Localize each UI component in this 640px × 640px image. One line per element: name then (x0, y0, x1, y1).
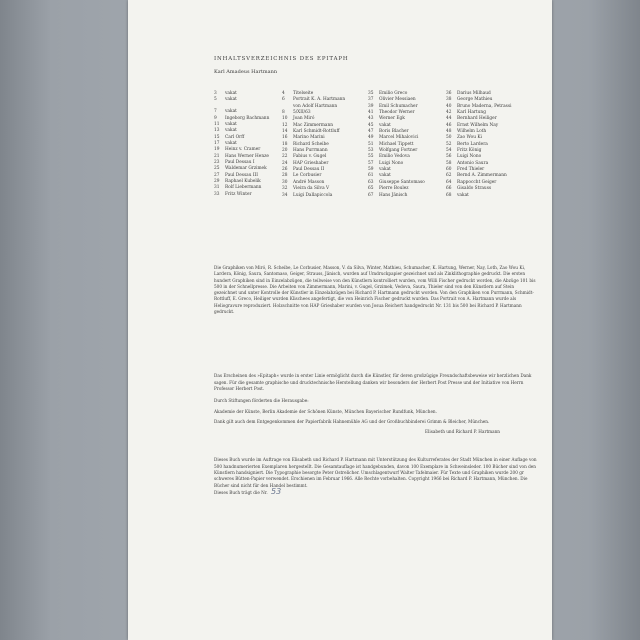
toc-entry-title: Raphael Kubelik (225, 178, 261, 184)
toc-page-number: 24 (282, 160, 288, 166)
toc-entry-title: Boris Blacher (379, 129, 409, 135)
toc-page-number: 55 (368, 154, 374, 160)
toc-entry-title: vakat (379, 122, 391, 128)
toc-page-number: 31 (214, 185, 220, 191)
toc-entry-title: Fritz König (457, 148, 482, 154)
toc-page-number: 62 (446, 173, 452, 179)
toc-entry-title: Mac Zimmermann (293, 122, 334, 128)
toc-entry-title: Bruno Maderna, Petrassi (457, 103, 512, 109)
toc-page-number: 41 (368, 110, 374, 116)
toc-entry-title: Carl Orff (225, 134, 245, 140)
toc-entry-title: George Mathieu (457, 97, 493, 103)
document-title: INHALTSVERZEICHNIS DES EPITAPH (214, 56, 349, 62)
toc-page-number: 20 (282, 148, 288, 154)
toc-page-number: 15 (214, 134, 220, 140)
toc-page-number: 18 (282, 141, 288, 147)
toc-entry-title: Fabius v. Gugel (293, 154, 327, 160)
toc-entry-title: vakat (225, 109, 237, 115)
toc-page-number: 4 (282, 91, 285, 96)
toc-page-number: 6 (282, 97, 285, 103)
toc-entry-title: Ernst Wilhelm Nay (457, 122, 499, 128)
toc-entry-title: Hans Werner Henze (225, 153, 269, 159)
toc-entry (368, 193, 438, 199)
toc-page-number: 30 (282, 179, 288, 185)
toc-page-number: 11 (214, 121, 220, 127)
toc-entry-title: Fritz Winter (225, 191, 252, 197)
toc-page-number: 29 (214, 178, 220, 184)
toc-entry-title: Emilio Greco (379, 91, 408, 96)
toc-page-number: 34 (282, 192, 288, 198)
toc-entry-title: Le Corbusier (293, 173, 322, 179)
colophon-paragraph (214, 457, 538, 496)
sponsors-list: Akademie der Künste, Berlin Akademie der Schönen Künste, München Bayerischer Rundfunk, München. (214, 408, 437, 414)
toc-page-number: 37 (368, 97, 374, 103)
toc-page-number: 23 (214, 159, 220, 165)
toc-entry-title: Luigi Dallapiccola (293, 192, 333, 198)
toc-entry-title: Joan Miró (293, 116, 315, 122)
toc-entry (214, 192, 280, 198)
document-sheet (128, 0, 552, 640)
toc-page-number: 65 (368, 186, 374, 192)
toc-page-number: 45 (368, 122, 374, 128)
toc-entry-title: Wilhelm Loth (457, 129, 487, 135)
toc-page-number: 5 (214, 97, 217, 103)
toc-entry-title: Emilio Vedova (379, 154, 410, 160)
toc-entry-title: Karl Schmidt-Rottluff (293, 129, 340, 135)
toc-entry (214, 97, 280, 103)
toc-page-number: 38 (446, 97, 452, 103)
toc-entry-title: Luigi Nono (379, 160, 404, 166)
toc-entry-title: Rolf Liebermann (225, 185, 262, 191)
toc-page-number: 57 (368, 160, 374, 166)
toc-entry-title: Heinz v. Cramer (225, 147, 261, 153)
toc-column-4 (446, 91, 536, 199)
printing-notes-paragraph: Die Graphiken von Miró, R. Scheibe, Le Corbusier, Masson, V. da Silva, Winter, Mathieu, Schumacher, K. Hartung, Werner, Nay, Loth, Zao Wou Ki, Lardera, König, Saura, Santomaso, Geiger, Strauss, Jänisch, wurden auf Umdruckpapier gezeichnet und als Zinklithographie gedruckt. Die ersten hundert Graphiken sind in Einzelabzügen, die teilweise von den Künstlern kontrolliert wurden, vom Willi Fischer gedruckt worden, die Abzüge 101 bis 500 in der Schnellpresse. Die Arbeiten von Zimmermann, Marini, v. Gugel, Grzimek, Vedova, Saura, Thieler sind von den Künstlern auf Stein gezeichnet und unter Kontrolle der Künstler in Einzelabzügen bei Richard P. Hartmann gedruckt worden. Von den Graphiken von Purrmann, Schmidt-Rottluff, E. Greco, Heiliger wurden Klischees angefertigt, die von Heinrich Fischer gedruckt wurden. Das Portrait von A. Hartmann wurde als Heliogravure reproduziert. Holzschnitte von HAP Grieshaber wurden von Josua Reichert handgedruckt Nr. 131 bis 500 bei Richard P. Hartmann gedruckt. (214, 265, 536, 315)
toc-page-number: 54 (446, 148, 452, 154)
toc-entry-title: vakat (379, 167, 391, 173)
toc-page-number: 39 (368, 103, 374, 109)
toc-entry-title: Paul Dessau I (225, 159, 255, 165)
toc-entry-title: Marcel Mihalovici (379, 135, 419, 141)
toc-page-number: 22 (282, 154, 288, 160)
toc-page-number: 66 (446, 186, 452, 192)
toc-page-number: 25 (214, 166, 220, 172)
toc-entry-title: Theodor Werner (379, 110, 415, 116)
toc-page-number: 35 (368, 91, 374, 96)
toc-entry-title: Werner Egk (379, 116, 405, 122)
toc-page-number: 50 (446, 135, 452, 141)
toc-entry-title: André Masson (293, 179, 325, 185)
toc-column-3 (368, 91, 438, 199)
document-content (214, 56, 540, 496)
edition-number-label: Dieses Buch trägt die Nr. (214, 489, 268, 495)
toc-entry-title: Bernhard Heiliger (457, 116, 497, 122)
toc-page-number: 59 (368, 167, 374, 173)
toc-page-number: 51 (368, 141, 374, 147)
toc-entry-title: Zao Wou Ki (457, 135, 482, 141)
toc-page-number: 36 (446, 91, 452, 96)
toc-entry (446, 193, 536, 199)
toc-entry-title: Titelseite (293, 91, 314, 96)
toc-page-number: 49 (368, 135, 374, 141)
thanks-paragraph: Dank gilt auch dem Entgegenkommen der Papierfabrik Hahnemühle AG und der Großbuchbinderei Grimm & Bleicher, München. (214, 418, 490, 424)
toc-entry-title: Bernd A. Zimmermann (457, 173, 507, 179)
toc-page-number: 26 (282, 167, 288, 173)
toc-page-number: 52 (446, 141, 452, 147)
toc-page-number: 32 (282, 186, 288, 192)
toc-page-number: 61 (368, 173, 374, 179)
toc-entry-title: vakat (379, 173, 391, 179)
toc-entry-title: Paul Dessau III (225, 172, 258, 178)
toc-entry-title: Hans Purrmann (293, 148, 328, 154)
toc-entry-title: HAP Grieshaber (293, 160, 329, 166)
toc-page-number: 28 (282, 173, 288, 179)
toc-entry-title: Waldemar Grzimek (225, 166, 267, 172)
toc-entry-title: Pierre Boulez (379, 186, 409, 192)
toc-entry-title: 5/XII/63 (293, 110, 311, 116)
toc-page-number: 16 (282, 135, 288, 141)
toc-page-number: 13 (214, 128, 220, 134)
sponsors-heading: Durch Stiftungen förderten die Herausgabe: (214, 398, 309, 404)
toc-page-number: 14 (282, 129, 288, 135)
toc-entry-title: Marino Marini (293, 135, 325, 141)
toc-entry-title: vakat (225, 121, 237, 127)
toc-page-number: 53 (368, 148, 374, 154)
toc-entry-title: Antonio Saura (457, 160, 489, 166)
toc-entry-title: vakat (225, 97, 237, 103)
toc-entry-title: Emil Schumacher (379, 103, 418, 109)
toc-entry-title: Ingeborg Bachmann (225, 115, 270, 121)
toc-entry-title: Wolfgang Fortner (379, 148, 418, 154)
toc-page-number: 17 (214, 140, 220, 146)
toc-page-number: 19 (214, 147, 220, 153)
toc-entry-title: Gisaldo Strauss (457, 186, 492, 192)
toc-page-number: 40 (446, 103, 452, 109)
toc-entry-title: Rappoccht Geiger (457, 179, 497, 185)
toc-entry-title: vakat (225, 128, 237, 134)
toc-entry-title: Berto Lardera (457, 141, 488, 147)
toc-entry (282, 193, 382, 199)
toc-column-2 (282, 91, 382, 199)
toc-page-number: 44 (446, 116, 452, 122)
toc-page-number: 27 (214, 172, 220, 178)
acknowledgement-paragraph: Das Erscheinen des »Epitaph« wurde in erster Linie ermöglicht durch die Künstler, für deren großzügige Freundschaftsbeweise wir herzlichen Dank sagen. Für die gesamte graphische und drucktechnische Herstellung danken wir besonders der Herbert Post Presse und der Initiative von Herrn Professor Herbert Post. (214, 373, 532, 391)
toc-entry-title: vakat (457, 192, 469, 198)
toc-entry-title: vakat (225, 140, 237, 146)
toc-entry-title: Hans Jänisch (379, 192, 408, 198)
toc-page-number: 3 (214, 91, 217, 96)
toc-entry-title: Paul Dessau II (293, 167, 325, 173)
document-subtitle: Karl Amadeus Hartmann (214, 69, 278, 75)
toc-page-number: 12 (282, 122, 288, 128)
toc-page-number: 33 (214, 191, 220, 197)
toc-entry-title: vakat (225, 91, 237, 96)
toc-entry-title: Vieira da Silva V (293, 186, 330, 192)
handwritten-edition-number: 53 (271, 486, 282, 496)
toc-entry-title: von Adolf Hartmann (293, 103, 338, 109)
toc-page-number: 47 (368, 129, 374, 135)
editors-signature: Elisabeth und Richard P. Hartmann (424, 429, 500, 435)
toc-entry-title: Giuseppe Santomaso (379, 179, 425, 185)
toc-page-number: 67 (368, 192, 374, 198)
table-of-contents (214, 91, 540, 245)
toc-page-number: 21 (214, 153, 220, 159)
toc-page-number: 63 (368, 179, 374, 185)
toc-entry-title: Darius Milhaud (457, 91, 491, 96)
colophon-text: Dieses Buch wurde im Auftrage von Elisabeth und Richard P. Hartmann mit Unterstützung des Kulturreferates der Stadt München in einer Auflage von 500 handnumerierten Exemplaren hergestellt. Die Gesamtauflage ist handgebunden, davon 100 Exemplare in Schweinsleder. 100 Bücher sind von den Künstlern handsigniert. Die Typographie besorgte Peter Ostrelicher. Umschlagentwurf Walter Tafelmaier. Für Texte und Graphiken wurde 200 gr schweres Bütten-Papier verwendet. Erschienen im Februar 1966. Alle Rechte vorbehalten. Copyright 1966 bei Richard P. Hartmann, München. Die Bücher sind nicht für den Handel bestimmt. (214, 457, 537, 488)
toc-entry-title: Karl Hartung (457, 110, 486, 116)
toc-entry-title: Portrait K. A. Hartmann (293, 97, 346, 103)
toc-page-number: 64 (446, 179, 452, 185)
toc-page-number: 48 (446, 129, 452, 135)
toc-page-number: 46 (446, 122, 452, 128)
toc-entry-title: Fred Thieler (457, 167, 485, 173)
toc-entry-title: Olivier Messiaen (379, 97, 416, 103)
toc-page-number: 58 (446, 160, 452, 166)
toc-page-number: 9 (214, 115, 217, 121)
toc-page-number: 10 (282, 116, 288, 122)
toc-page-number: 43 (368, 116, 374, 122)
toc-page-number: 56 (446, 154, 452, 160)
toc-entry-title: Luigi Nono (457, 154, 482, 160)
toc-page-number: 42 (446, 110, 452, 116)
toc-entry-title: Richard Scheibe (293, 141, 329, 147)
toc-page-number: 8 (282, 110, 285, 116)
toc-page-number: 60 (446, 167, 452, 173)
toc-page-number: 7 (214, 109, 217, 115)
toc-page-number: 68 (446, 192, 452, 198)
toc-column-1 (214, 91, 280, 198)
toc-entry-title: Michael Tippett (379, 141, 414, 147)
